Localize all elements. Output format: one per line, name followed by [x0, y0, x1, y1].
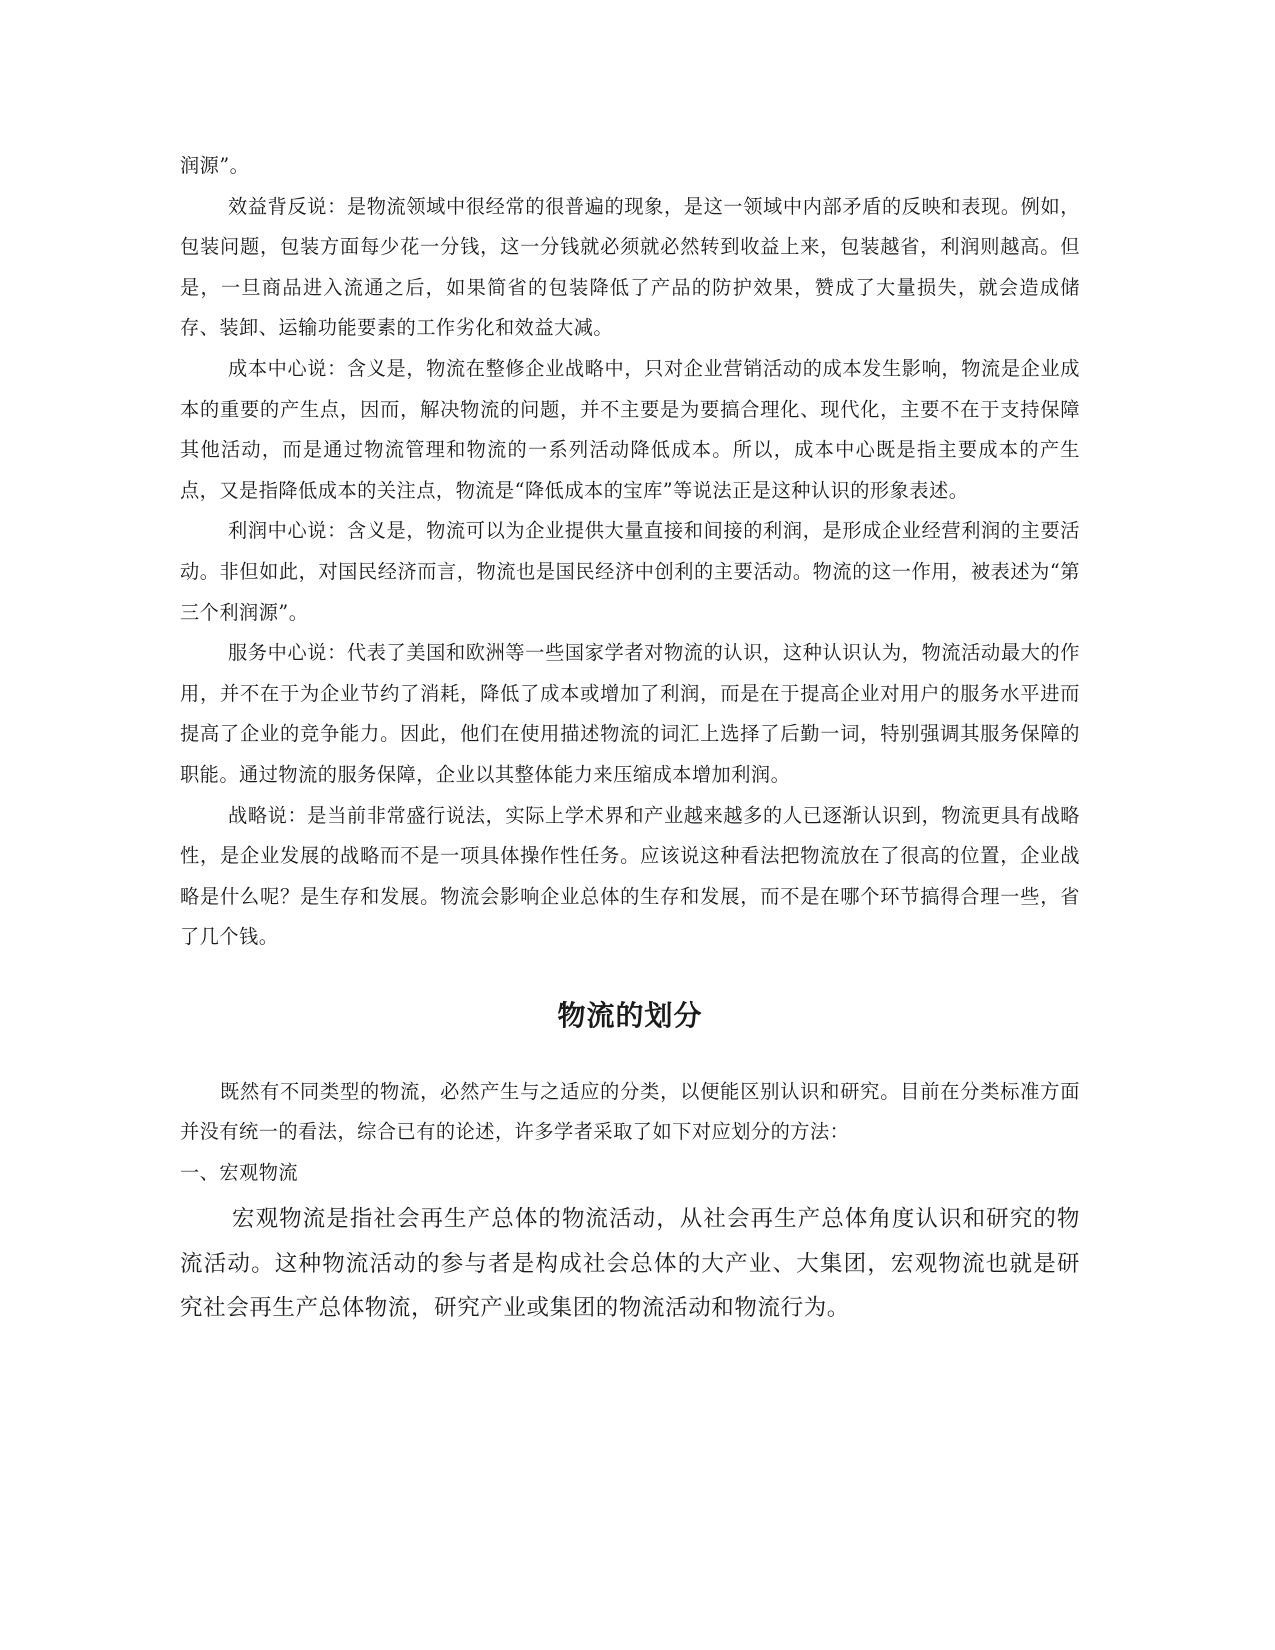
section-title: 物流的划分: [557, 998, 703, 1032]
paragraph-profit-center: 利润中心说：含义是，物流可以为企业提供大量直接和间接的利润，是形成企业经营利润的主要活动。非但如此，对国民经济而言，物流也是国民经济中创利的主要活动。物流的这一作用，被表述为“第三个利润源”。: [180, 519, 1080, 624]
paragraph-strategy: 战略说：是当前非常盛行说法，实际上学术界和产业越来越多的人已逐渐认识到，物流更具有战略性，是企业发展的战略而不是一项具体操作性任务。应该说这种看法把物流放在了很高的位置，企业战略是什么呢？是生存和发展。物流会影响企业总体的生存和发展，而不是在哪个环节搞得合理一些，省了几个钱。: [180, 803, 1080, 949]
paragraph-benefit-tradeoff: 效益背反说：是物流领域中很经常的很普遍的现象，是这一领域中内部矛盾的反映和表现。例如，包装问题，包装方面每少花一分钱，这一分钱就必须就必然转到收益上来，包装越省，利润则越高。但是，一旦商品进入流通之后，如果简省的包装降低了产品的防护效果，赞成了大量损失，就会造成储存、装卸、运输功能要素的工作劣化和效益大减。: [180, 194, 1080, 340]
paragraph-cost-center: 成本中心说：含义是，物流在整修企业战略中，只对企业营销活动的成本发生影响，物流是企业成本的重要的产生点，因而，解决物流的问题，并不主要是为要搞合理化、现代化，主要不在于支持保障其他活动，而是通过物流管理和物流的一系列活动降低成本。所以，成本中心既是指主要成本的产生点，又是指降低成本的关注点，物流是“降低成本的宝库”等说法正是这种认识的形象表述。: [180, 356, 1080, 502]
macro-logistics-body: 宏观物流是指社会再生产总体的物流活动，从社会再生产总体角度认识和研究的物流活动。这种物流活动的参与者是构成社会总体的大产业、大集团，宏观物流也就是研究社会再生产总体物流，研究产业或集团的物流活动和物流行为。: [180, 1206, 1080, 1322]
subheading: 一、宏观物流: [180, 1161, 299, 1185]
continued-fragment: 润源”。: [180, 154, 250, 177]
page-content: [180, 146, 1080, 1331]
section-intro: 既然有不同类型的物流，必然产生与之适应的分类，以便能区别认识和研究。目前在分类标准方面并没有统一的看法，综合已有的论述，许多学者采取了如下对应划分的方法：: [180, 1079, 1080, 1144]
paragraph-service-center: 服务中心说：代表了美国和欧洲等一些国家学者对物流的认识，这种认识认为，物流活动最大的作用，并不在于为企业节约了消耗，降低了成本或增加了利润，而是在于提高企业对用户的服务水平进而提高了企业的竞争能力。因此，他们在使用描述物流的词汇上选择了后勤一词，特别强调其服务保障的职能。通过物流的服务保障，企业以其整体能力来压缩成本增加利润。: [180, 641, 1080, 786]
